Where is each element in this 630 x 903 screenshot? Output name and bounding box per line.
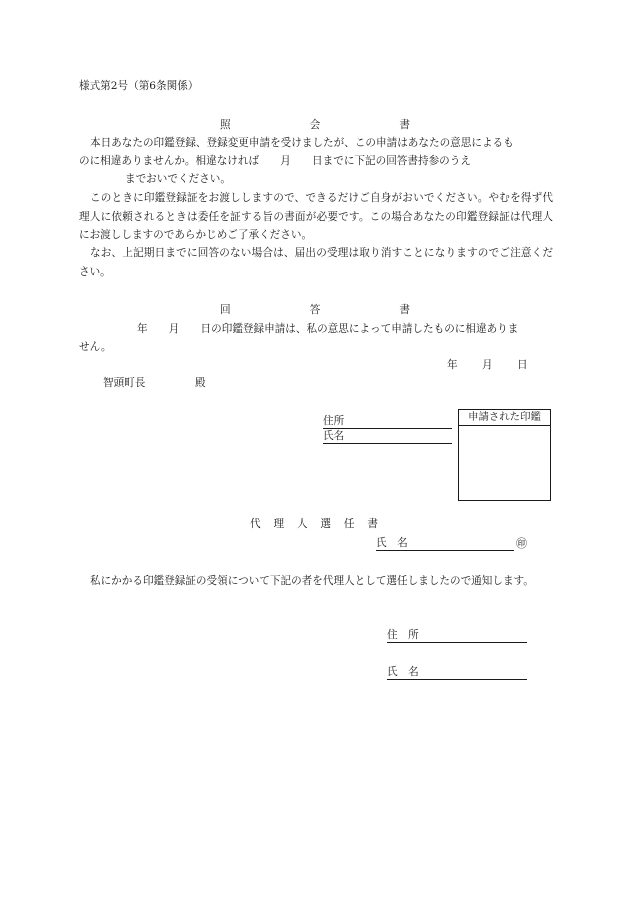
- inquiry-paragraph-1-line-3: までおいでください。: [125, 173, 231, 185]
- form-number: 様式第2号（第6条関係）: [79, 80, 199, 92]
- answer-date-day: 日: [517, 359, 528, 371]
- agent-name-label: 氏 名: [387, 666, 419, 678]
- answer-date-year: 年: [447, 359, 458, 371]
- answer-title-char: 答: [309, 304, 321, 316]
- answer-honorific: 殿: [195, 377, 206, 389]
- inquiry-paragraph-1-line-1: 本日あなたの印鑑登録、登録変更申請を受けましたが、この申請はあなたの意思によるも: [90, 137, 514, 149]
- agent-address-label: 住 所: [387, 629, 419, 641]
- seal-mark: ㊞: [516, 537, 527, 550]
- answer-addressee: 智頭町長: [103, 377, 146, 389]
- applied-seal-box-label: 申請された印鑑: [459, 410, 550, 426]
- inquiry-title-char: 書: [399, 119, 410, 131]
- inquiry-title-char: 照: [220, 119, 231, 131]
- answer-statement-line-1: 年 月 日の印鑑登録申請は、私の意思によって申請したものに相違ありま: [137, 323, 519, 335]
- proxy-title-char: 代: [250, 518, 261, 530]
- applied-seal-box: [458, 409, 551, 501]
- agent-name-field[interactable]: [387, 667, 527, 680]
- proxy-title-char: 人: [296, 518, 308, 530]
- principal-name-label: 氏 名: [376, 537, 408, 549]
- agent-address-field[interactable]: [387, 630, 527, 643]
- inquiry-title: [220, 120, 410, 131]
- inquiry-paragraph-1-line-2: のに相違ありませんか。相違なければ 月 日までに下記の回答書持参のうえ: [79, 155, 471, 167]
- proxy-title-char: 任: [343, 518, 355, 530]
- answer-title-char: 書: [399, 304, 410, 316]
- proxy-title-char: 書: [367, 518, 378, 530]
- inquiry-paragraph-3: なお、上記期日までに回答のない場合は、届出の受理は取り消すことになりますのでご注意ください。: [79, 247, 553, 278]
- answer-statement-line-2: せん。: [79, 341, 112, 353]
- proxy-statement: 私にかかる印鑑登録証の受領について下記の者を代理人として選任しましたので通知します。: [90, 575, 534, 587]
- answer-address-field[interactable]: [323, 416, 452, 429]
- answer-title-char: 回: [220, 304, 231, 316]
- proxy-title-char: 理: [273, 518, 285, 530]
- answer-name-field[interactable]: [323, 431, 452, 444]
- proxy-title: [250, 519, 378, 530]
- answer-address-label: 住所: [323, 415, 345, 427]
- inquiry-paragraph-2: このときに印鑑登録証をお渡ししますので、できるだけご自身がおいでください。やむを得ず代理人に依頼されるときは委任を証する旨の書面が必要です。この場合あなたの印鑑登録証は代理人にお渡ししますのであらかじめご了承ください。: [79, 192, 553, 241]
- answer-title: [220, 305, 410, 316]
- answer-date-month: 月: [482, 359, 493, 371]
- inquiry-title-char: 会: [309, 119, 321, 131]
- principal-name-field[interactable]: [376, 538, 514, 551]
- proxy-title-char: 選: [320, 518, 331, 530]
- answer-name-label: 氏名: [323, 430, 345, 442]
